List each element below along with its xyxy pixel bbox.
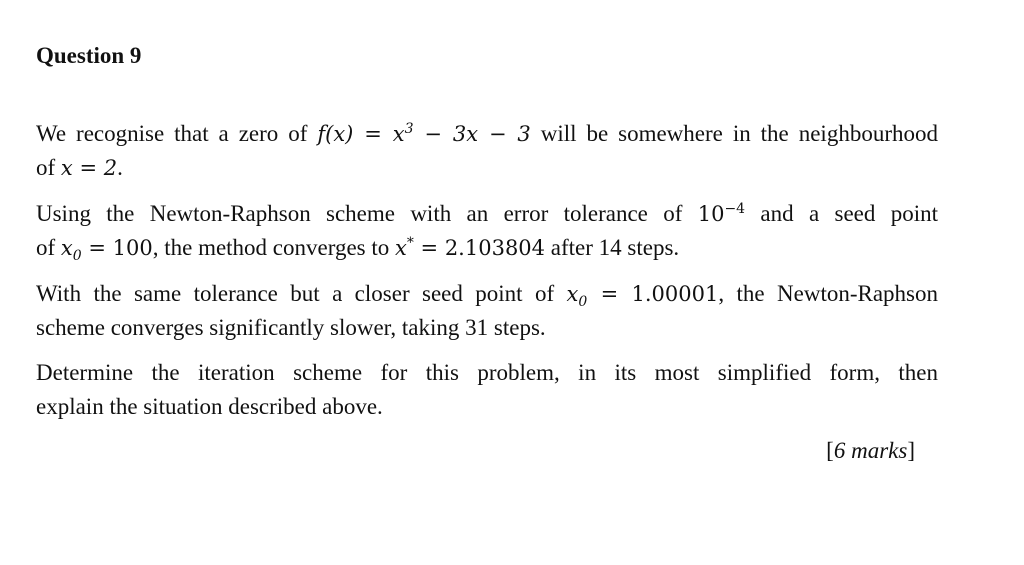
- paragraph-newton-line-1: [36, 197, 938, 231]
- root-value: = 2.103804: [413, 236, 546, 260]
- function-lhs: f(x) = x: [317, 122, 405, 146]
- second-seed-x0-variable: [566, 282, 588, 311]
- question-title: Question 9: [36, 43, 142, 68]
- paragraph-intro: [36, 117, 938, 185]
- paragraph-intro-line-2: [36, 151, 938, 185]
- tolerance-value: [698, 202, 745, 226]
- paragraph-task-line-1: Determine the iteration scheme for this problem, in its most simplified form, then: [36, 360, 938, 385]
- paragraph-intro-line-1: [36, 117, 938, 151]
- newton-line2-mid: , the method converges to: [152, 235, 396, 260]
- seed-x0-subscript: 0: [72, 248, 82, 265]
- newton-line2-post: after 14 steps.: [545, 235, 680, 260]
- tolerance-base: 10: [697, 202, 725, 226]
- paragraph-task-line-2: explain the situation described above.: [36, 394, 383, 419]
- root-x-letter: x: [395, 236, 407, 260]
- x-equals-2: x = 2: [60, 156, 118, 180]
- intro-text-pre: We recognise that a zero of: [36, 121, 318, 146]
- intro-line2-pre: of: [36, 155, 61, 180]
- intro-line2-post: .: [117, 155, 123, 180]
- intro-text-post: will be somewhere in the neighbourhood: [530, 121, 938, 146]
- paragraph-task: [36, 356, 938, 424]
- paragraph-newton-first-seed: [36, 197, 938, 265]
- seed-x0-value: = 100: [81, 236, 153, 260]
- paragraph-second-seed-line-1: [36, 277, 938, 311]
- seed-x0-letter: x: [60, 236, 73, 260]
- paragraph-newton-line-2: [36, 231, 938, 265]
- tolerance-exponent: −4: [724, 201, 746, 217]
- newton-text-post: and a seed point: [745, 201, 938, 226]
- root-star: *: [406, 235, 414, 251]
- second-seed-text-post: , the Newton-Raphson: [718, 281, 938, 306]
- second-seed-text-pre: With the same tolerance but a closer seed point of: [36, 281, 567, 306]
- marks-text: 6 marks: [833, 438, 908, 463]
- question-page: [36, 0, 941, 565]
- function-tail: − 3x − 3: [413, 122, 531, 146]
- cube-exponent: 3: [404, 121, 414, 137]
- seed-x0-variable: [60, 236, 82, 265]
- newton-line2-pre: of: [36, 235, 61, 260]
- paragraph-second-seed-line-2: scheme converges significantly slower, taking 31 steps.: [36, 315, 546, 340]
- newton-text-pre: Using the Newton-Raphson scheme with an error tolerance of: [36, 201, 698, 226]
- function-expression: [317, 122, 530, 146]
- second-seed-x0-subscript: 0: [578, 294, 588, 311]
- paragraph-newton-second-seed: [36, 277, 938, 345]
- marks-label: [826, 436, 915, 466]
- marks-close-bracket: ]: [907, 438, 915, 463]
- second-seed-x0-value: = 1.00001: [587, 282, 719, 306]
- root-xstar-variable: [395, 236, 414, 260]
- second-seed-x0-letter: x: [566, 282, 579, 306]
- marks-open-bracket: [: [826, 438, 834, 463]
